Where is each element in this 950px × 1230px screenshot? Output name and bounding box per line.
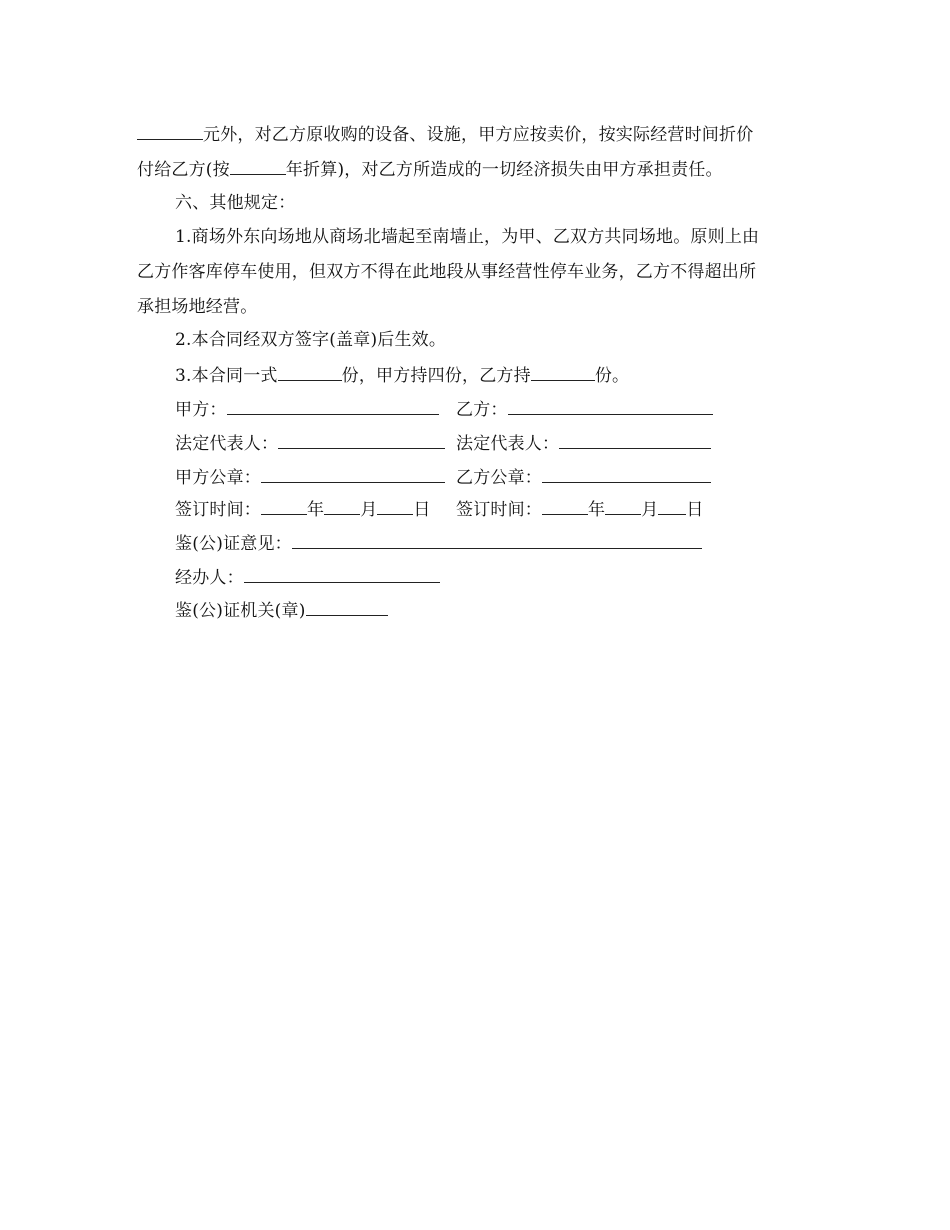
- seal-b-row: [456, 467, 711, 488]
- notary-opinion-blank: [292, 533, 702, 549]
- legal-rep-a-label: 法定代表人：: [175, 434, 279, 454]
- party-b-label: 乙方：: [456, 400, 508, 420]
- notary-office-label: 鉴(公)证机关(章): [175, 601, 306, 621]
- blank-amount: [137, 124, 203, 140]
- item1-line2: 乙方作客库停车使用，但双方不得在此地段从事经营性停车业务，乙方不得超出所: [137, 262, 757, 282]
- para5-line1: [137, 124, 753, 145]
- date-a-row: [175, 499, 431, 520]
- party-a-blank: [227, 399, 439, 415]
- date-b-year-blank: [542, 499, 588, 515]
- legal-rep-b-label: 法定代表人：: [456, 434, 560, 454]
- date-a-month-blank: [324, 499, 360, 515]
- blank-copies-total: [278, 365, 342, 381]
- date-b-label: 签订时间：: [456, 500, 542, 520]
- party-b-row: [456, 399, 713, 420]
- seal-a-blank: [261, 467, 445, 483]
- notary-office-blank: [306, 600, 388, 616]
- para5-line1-text: 元外，对乙方原收购的设备、设施，甲方应按卖价，按实际经营时间折价: [203, 125, 754, 145]
- blank-copies-b: [531, 365, 595, 381]
- date-b-month-blank: [605, 499, 641, 515]
- item1-line1: 1.商场外东向场地从商场北墙起至南墙止，为甲、乙双方共同场地。原则上由: [175, 227, 760, 247]
- date-a-day-blank: [377, 499, 413, 515]
- para5-line2-prefix: 付给乙方(按: [137, 160, 230, 180]
- blank-years: [230, 159, 286, 175]
- date-b-day-blank: [658, 499, 686, 515]
- handler-label: 经办人：: [175, 568, 244, 588]
- date-a-day: 日: [413, 500, 431, 520]
- item3: [175, 365, 629, 386]
- party-a-row: [175, 399, 439, 420]
- legal-rep-a-blank: [278, 433, 445, 449]
- para5-line2-suffix: 年折算)，对乙方所造成的一切经济损失由甲方承担责任。: [285, 160, 723, 180]
- notary-office-row: [175, 600, 388, 621]
- seal-a-row: [175, 467, 445, 488]
- seal-b-label: 乙方公章：: [456, 468, 542, 488]
- para5-line2: [137, 159, 723, 180]
- handler-blank: [244, 567, 440, 583]
- date-a-label: 签订时间：: [175, 500, 261, 520]
- section6-heading: 六、其他规定：: [175, 193, 296, 213]
- item3-middle: 份，甲方持四份，乙方持: [341, 366, 531, 386]
- legal-rep-b-row: [456, 433, 711, 454]
- date-a-month: 月: [360, 500, 378, 520]
- date-b-row: [456, 499, 704, 520]
- notary-opinion-label: 鉴(公)证意见：: [175, 534, 292, 554]
- item2: 2.本合同经双方签字(盖章)后生效。: [175, 330, 447, 350]
- date-b-year: 年: [588, 500, 606, 520]
- party-a-label: 甲方：: [175, 400, 227, 420]
- item1-line3: 承担场地经营。: [137, 297, 258, 317]
- item3-suffix: 份。: [594, 366, 630, 386]
- date-a-year-blank: [261, 499, 307, 515]
- seal-b-blank: [542, 467, 711, 483]
- party-b-blank: [508, 399, 713, 415]
- handler-row: [175, 567, 440, 588]
- seal-a-label: 甲方公章：: [175, 468, 261, 488]
- notary-opinion-row: [175, 533, 702, 554]
- legal-rep-b-blank: [559, 433, 711, 449]
- date-b-month: 月: [641, 500, 659, 520]
- date-b-day: 日: [686, 500, 704, 520]
- legal-rep-a-row: [175, 433, 445, 454]
- date-a-year: 年: [307, 500, 325, 520]
- item3-prefix: 3.本合同一式: [175, 366, 278, 386]
